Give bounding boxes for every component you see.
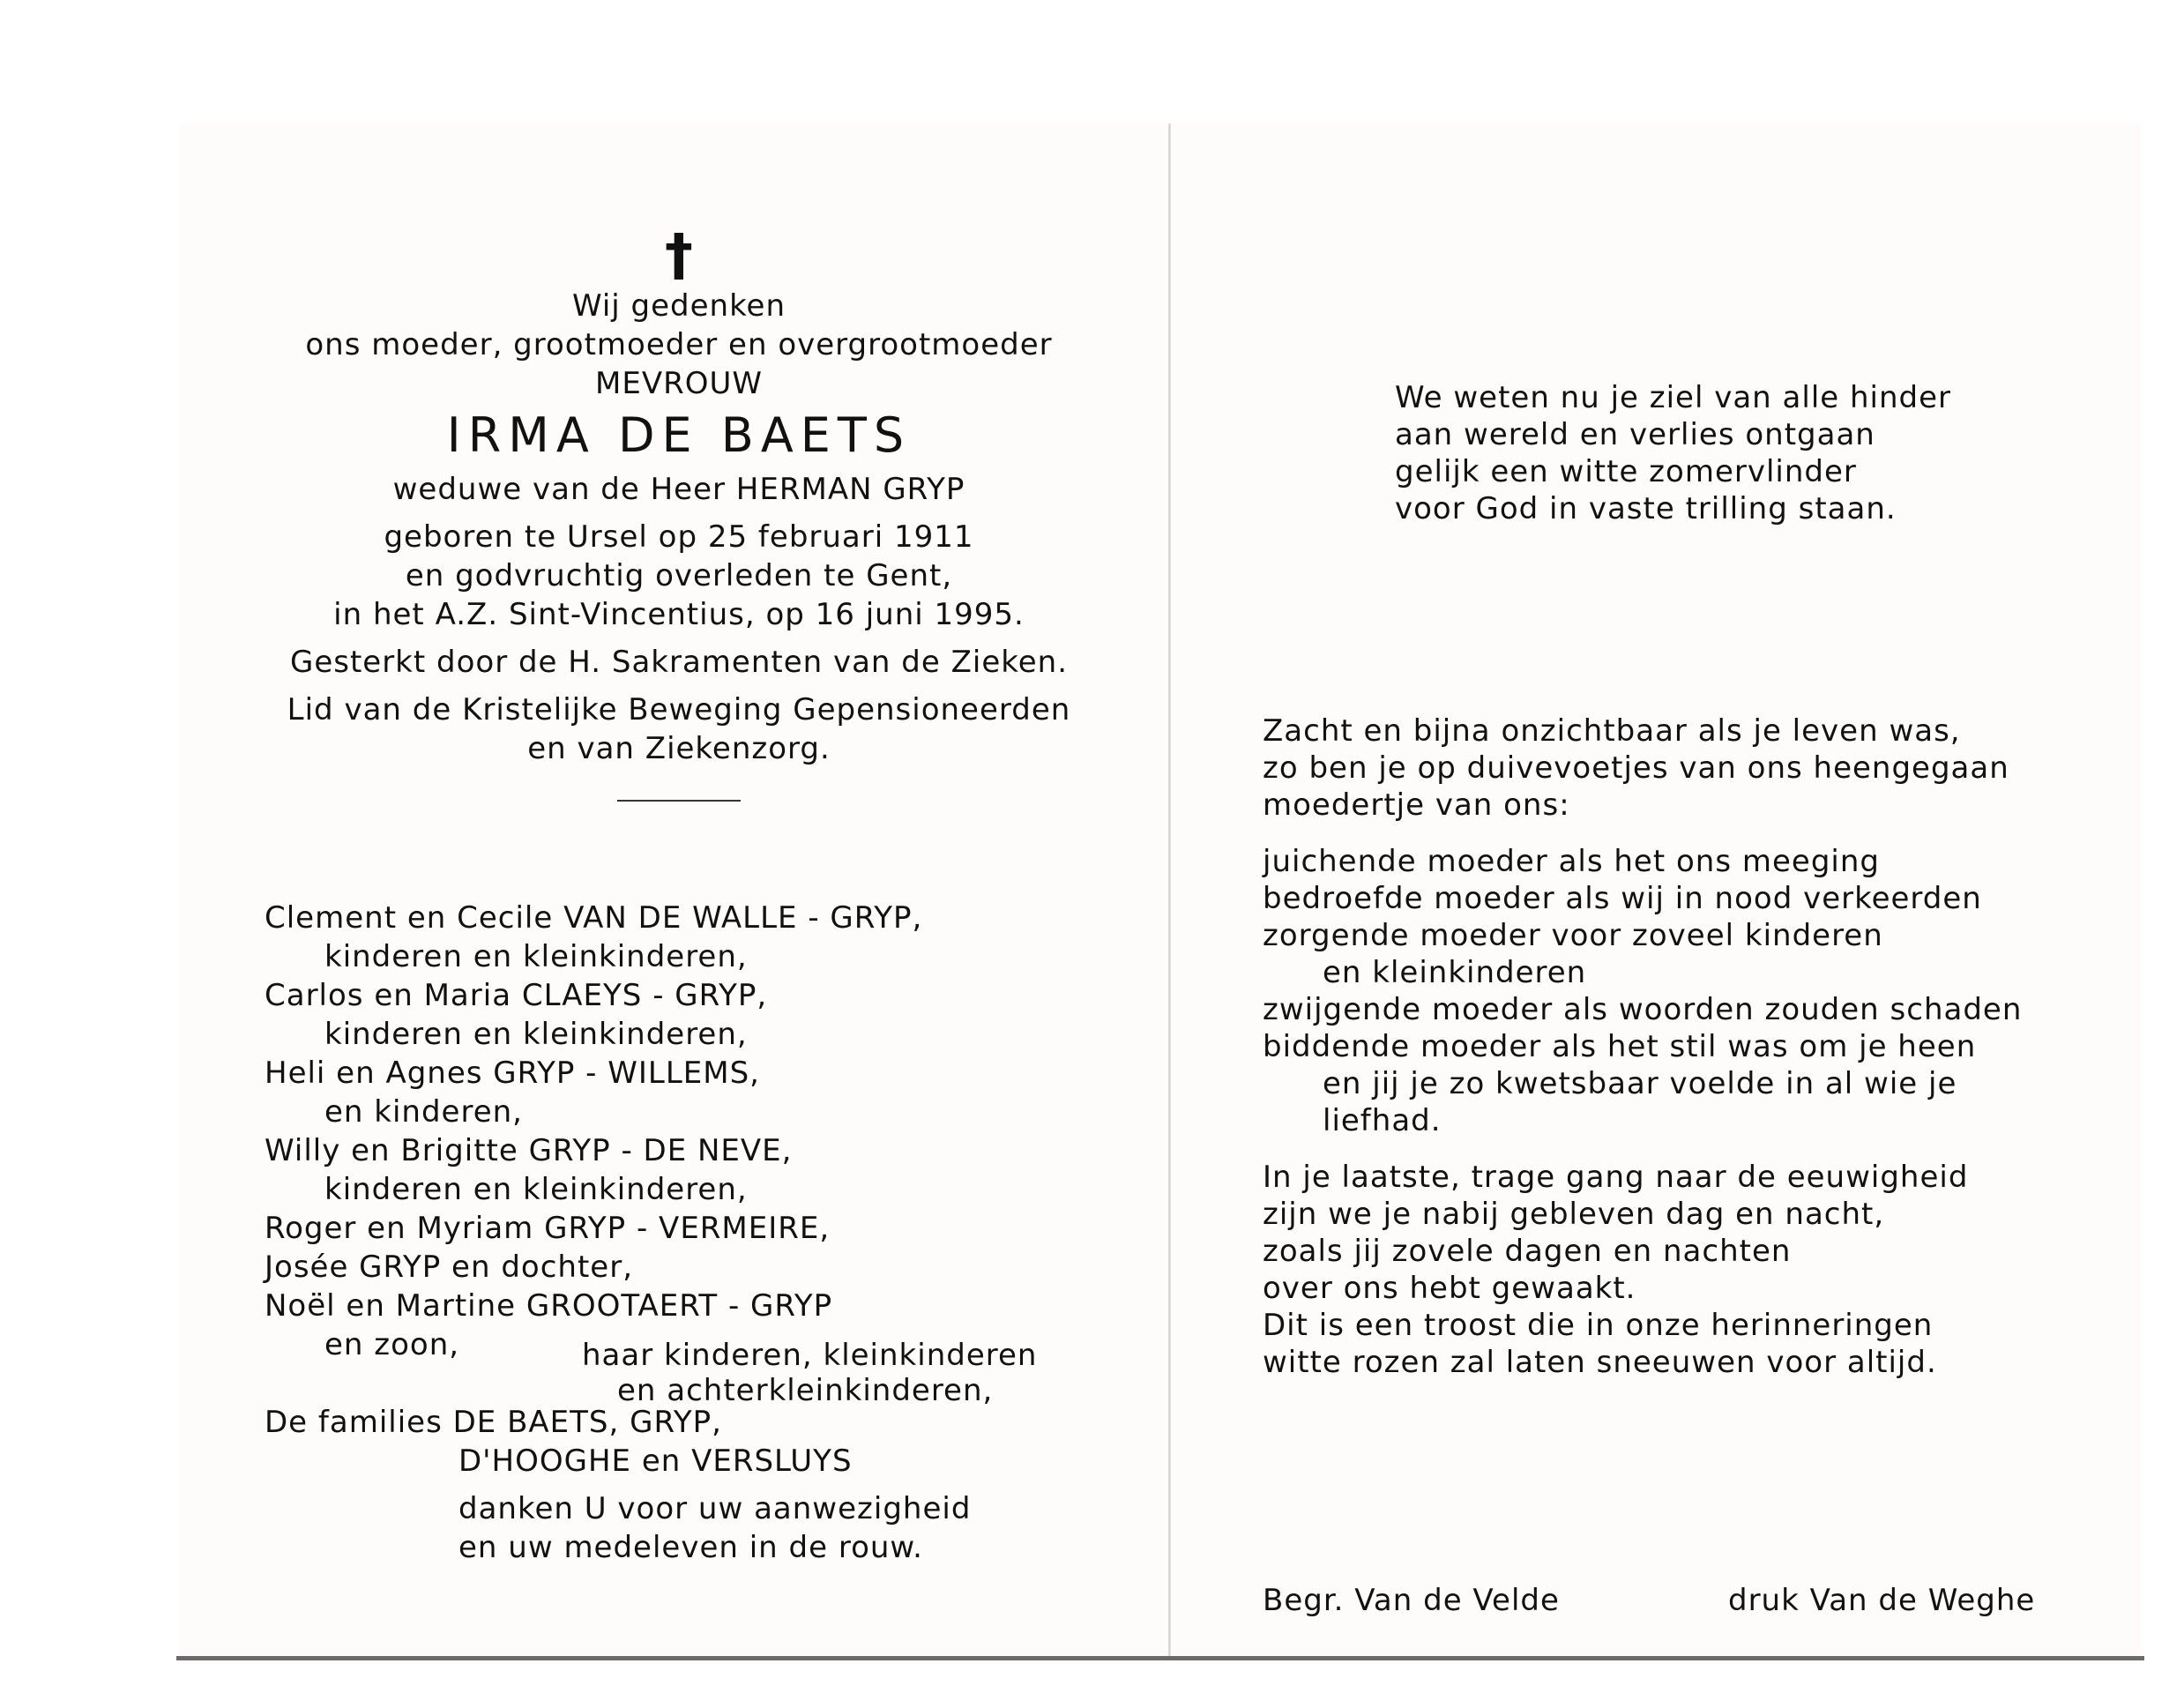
verse-line: zorgende moeder voor zoveel kinderen — [1263, 918, 1883, 953]
verse-line: biddende moeder als het stil was om je heen — [1263, 1029, 1977, 1064]
family-line: kinderen en kleinkinderen, — [324, 939, 748, 974]
verse-line: Zacht en bijna onzichtbaar als je leven was, — [1263, 713, 1961, 749]
family-line: en kinderen, — [324, 1094, 523, 1130]
verse-line: over ons hebt gewaakt. — [1263, 1271, 1636, 1306]
verse-line: voor God in vaste trilling staan. — [1395, 491, 1897, 526]
family-line: en zoon, — [324, 1327, 460, 1362]
deceased-name: IRMA DE BAETS — [446, 407, 912, 463]
family-line: kinderen en kleinkinderen, — [324, 1017, 748, 1052]
verse-1 — [1263, 379, 2074, 527]
death-text: en godvruchtig overleden te Gent, — [405, 558, 953, 593]
family-line: Noël en Martine GROOTAERT - GRYP — [265, 1288, 833, 1324]
death-place-date: in het A.Z. Sint-Vincentius, op 16 juni 1995. — [333, 597, 1025, 632]
verse-3 — [1263, 843, 2074, 1139]
family-line: en uw medeleven in de rouw. — [458, 1530, 923, 1565]
honorific: MEVROUW — [595, 366, 763, 401]
verse-line: aan wereld en verlies ontgaan — [1395, 417, 1875, 452]
family-line: en achterkleinkinderen, — [617, 1373, 994, 1408]
family-list — [265, 899, 1093, 1567]
sacraments-text: Gesterkt door de H. Sakramenten van de Zieken. — [289, 645, 1069, 680]
verse-4 — [1263, 1159, 2074, 1381]
verse-line: witte rozen zal laten sneeuwen voor altijd. — [1263, 1345, 1937, 1380]
family-line: De families DE BAETS, GRYP, — [265, 1405, 722, 1440]
family-line: Willy en Brigitte GRYP - DE NEVE, — [265, 1133, 793, 1168]
family-line: kinderen en kleinkinderen, — [324, 1172, 748, 1207]
verse-line: zo ben je op duivevoetjes van ons heengegaan — [1263, 750, 2009, 786]
footer-undertaker: Begr. Van de Velde — [1263, 1583, 1560, 1618]
verse-line: moedertje van ons: — [1263, 787, 1570, 823]
birth-text: geboren te Ursel op 25 februari 1911 — [384, 519, 974, 555]
cross-icon: † — [665, 223, 693, 288]
family-line: D'HOOGHE en VERSLUYS — [458, 1444, 853, 1479]
verse-line: en jij je zo kwetsbaar voelde in al wie je — [1323, 1066, 1957, 1101]
verse-2 — [1263, 712, 2074, 824]
family-line: haar kinderen, kleinkinderen — [582, 1338, 1038, 1373]
footer-printer: druk Van de Weghe — [1728, 1583, 2036, 1618]
family-line: Carlos en Maria CLAEYS - GRYP, — [265, 978, 768, 1013]
family-line: Josée GRYP en dochter, — [265, 1250, 633, 1285]
card-bottom-edge — [176, 1656, 2144, 1660]
left-panel — [265, 225, 1093, 1567]
family-line: Clement en Cecile VAN DE WALLE - GRYP, — [265, 900, 923, 936]
verse-line: Dit is een troost die in onze herinneringen — [1263, 1308, 1934, 1343]
verse-line: zwijgende moeder als woorden zouden schaden — [1263, 992, 2023, 1027]
family-line: Heli en Agnes GRYP - WILLEMS, — [265, 1056, 760, 1091]
verse-line: We weten nu je ziel van alle hinder — [1395, 380, 1952, 415]
relation-text: ons moeder, grootmoeder en overgrootmoeder — [305, 327, 1053, 362]
verse-line: zijn we je nabij gebleven dag en nacht, — [1263, 1197, 1885, 1232]
membership-line-2: en van Ziekenzorg. — [527, 731, 831, 766]
verse-line: en kleinkinderen — [1323, 955, 1587, 990]
verse-line: juichende moeder als het ons meeging — [1263, 844, 1880, 879]
right-panel — [1263, 379, 2074, 1381]
spouse-text: weduwe van de Heer HERMAN GRYP — [392, 472, 965, 507]
card-fold-line — [1168, 123, 1171, 1660]
verse-line: In je laatste, trage gang naar de eeuwigheid — [1263, 1160, 1969, 1195]
verse-line: gelijk een witte zomervlinder — [1395, 454, 1857, 489]
family-line: Roger en Myriam GRYP - VERMEIRE, — [265, 1211, 831, 1246]
membership-line-1: Lid van de Kristelijke Beweging Gepensioneerden — [287, 692, 1071, 727]
verse-line: bedroefde moeder als wij in nood verkeerden — [1263, 881, 1982, 916]
family-line: danken U voor uw aanwezigheid — [458, 1491, 972, 1526]
verse-line: zoals jij zovele dagen en nachten — [1263, 1234, 1792, 1269]
intro-text: Wij gedenken — [571, 288, 786, 324]
verse-line: liefhad. — [1323, 1103, 1442, 1138]
